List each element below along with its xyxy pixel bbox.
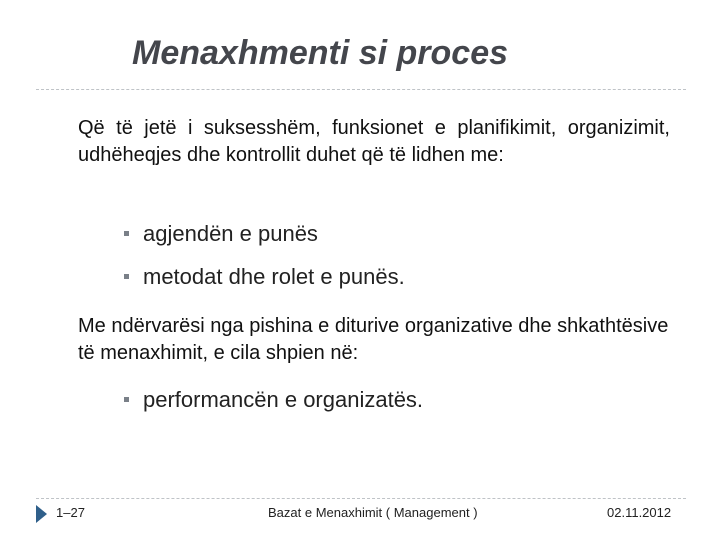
paragraph-dependency: Me ndërvarësi nga pishina e diturive organizative dhe shkathtësive të menaxhimit, e cila shpien në: bbox=[78, 315, 669, 364]
square-bullet-icon bbox=[124, 397, 129, 402]
paragraph-intro: Që të jetë i suksesshëm, funksionet e planifikimit, organizimit, udhëheqjes dhe kontrollit duhet që të lidhen me: bbox=[78, 117, 670, 166]
bullet-item bbox=[124, 221, 318, 247]
bullet-item bbox=[124, 387, 423, 413]
square-bullet-icon bbox=[124, 231, 129, 236]
slide-title: Menaxhmenti si proces bbox=[132, 34, 509, 72]
square-bullet-icon bbox=[124, 274, 129, 279]
bullet-item bbox=[124, 264, 405, 290]
footer-course-title: Bazat e Menaxhimit ( Management ) bbox=[268, 505, 478, 520]
bullet-text: performancën e organizatës. bbox=[143, 387, 424, 412]
footer-divider bbox=[36, 498, 686, 499]
triangle-marker-icon bbox=[36, 505, 47, 523]
bullet-text: agjendën e punës bbox=[143, 221, 318, 246]
title-divider bbox=[36, 89, 686, 90]
footer-date: 02.11.2012 bbox=[607, 505, 672, 520]
bullet-text: metodat dhe rolet e punës. bbox=[143, 264, 405, 289]
slide-number: 1–27 bbox=[56, 505, 85, 520]
